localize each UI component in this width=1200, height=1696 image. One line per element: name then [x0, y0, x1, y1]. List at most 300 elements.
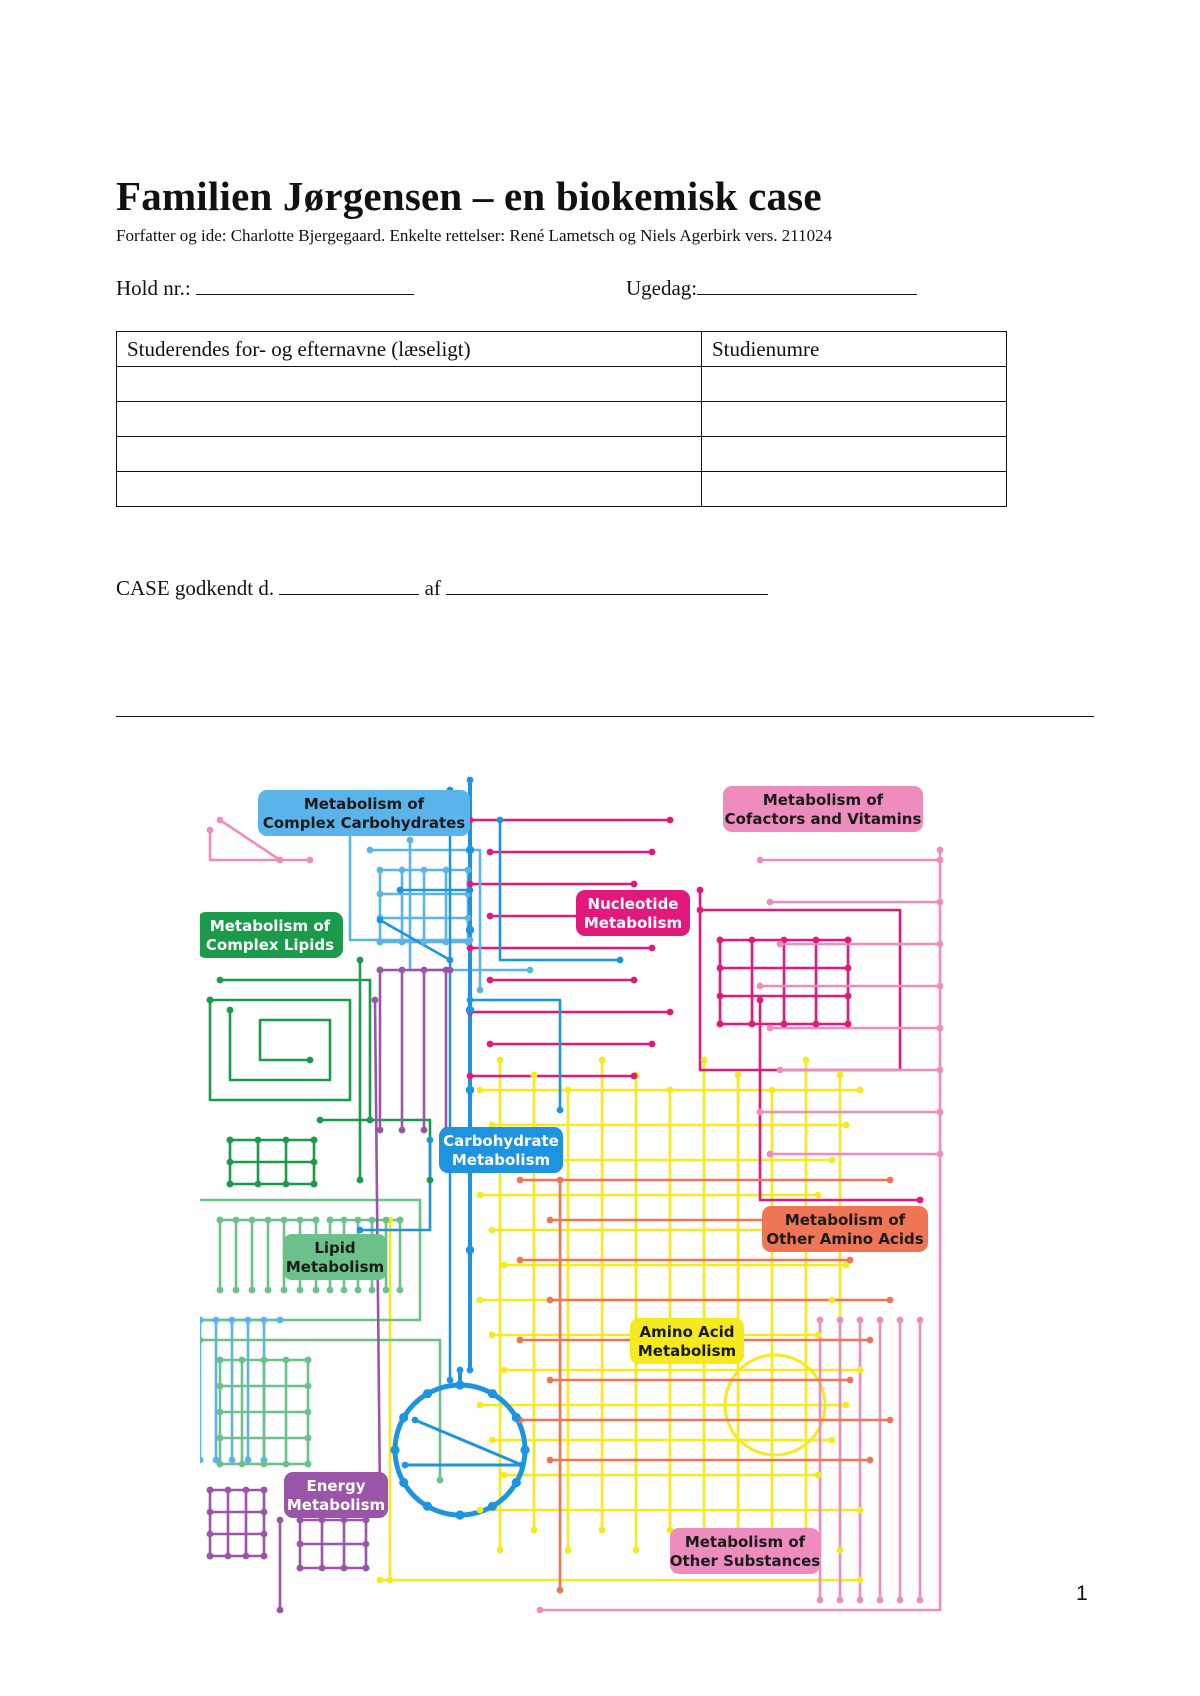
pathway-node	[817, 1597, 824, 1604]
pathway-node	[277, 1607, 284, 1614]
pathway-node	[557, 1177, 564, 1184]
label-other-substances	[670, 1528, 821, 1574]
pathway-node	[427, 1137, 434, 1144]
pathway-node	[307, 1057, 314, 1064]
label-carbohydrate-line2: Metabolism	[451, 1151, 551, 1169]
pathway-node	[399, 939, 406, 946]
document-subtitle: Forfatter og ide: Charlotte Bjergegaard. Enkelte rettelser: René Lametsch og Niels Agerbirk vers. 211024	[116, 226, 833, 245]
pathway-node	[261, 1487, 268, 1494]
pathway-node	[857, 1507, 864, 1514]
pathway-node	[377, 891, 384, 898]
pathway-node	[829, 1157, 836, 1164]
pathway-node	[937, 899, 944, 906]
pathway-node	[815, 1332, 822, 1339]
label-cofactors-vitamins-line1: Metabolism of	[762, 791, 884, 809]
pathway-node	[200, 1337, 203, 1344]
pathway-node	[213, 1317, 220, 1324]
table-header-row	[117, 332, 1007, 367]
pathway-node	[633, 1547, 640, 1554]
pathway-node	[815, 1472, 822, 1479]
pathway-node	[489, 1227, 496, 1234]
pathway-node	[697, 907, 704, 914]
pathway-node	[217, 1287, 224, 1294]
pathway-node	[467, 945, 474, 952]
pathway-node	[399, 867, 406, 874]
label-other-amino-acids-line2: Other Amino Acids	[766, 1230, 924, 1248]
pathway-node	[487, 849, 494, 856]
approval-by-line[interactable]	[446, 576, 768, 595]
pathway-node	[777, 1067, 784, 1074]
approval-label: CASE godkendt d.	[116, 576, 275, 600]
pathway-node	[749, 937, 756, 944]
pathway-node	[547, 1457, 554, 1464]
pathway-node	[466, 1006, 474, 1014]
pathway-node	[307, 857, 314, 864]
table-cell-name[interactable]	[117, 437, 702, 472]
pathway-node	[305, 1461, 312, 1468]
pathway-node	[357, 1177, 364, 1184]
pathway-node	[313, 1217, 320, 1224]
pathway-node	[363, 1565, 370, 1572]
pathway-node	[937, 1025, 944, 1032]
pathway-node	[217, 1461, 224, 1468]
pathway-node	[477, 1087, 484, 1094]
pathway-node	[887, 1177, 894, 1184]
pathway-node	[631, 1073, 638, 1080]
pathway-node	[877, 1597, 884, 1604]
pathway-node	[227, 1181, 234, 1188]
pathway-line	[230, 1010, 330, 1080]
pathway-node	[319, 1565, 326, 1572]
pathway-node	[421, 939, 428, 946]
pathway-node	[341, 1565, 348, 1572]
pathway-node	[447, 967, 454, 974]
pathway-node	[207, 1487, 214, 1494]
pathway-node	[281, 1217, 288, 1224]
pathway-node	[217, 1383, 224, 1390]
pathway-node	[489, 1332, 496, 1339]
table-cell-number[interactable]	[702, 402, 1007, 437]
pathway-node	[547, 1297, 554, 1304]
pathway-node	[843, 1122, 850, 1129]
pathway-node	[297, 1565, 304, 1572]
pathway-node	[531, 1527, 538, 1534]
pathway-node	[767, 1151, 774, 1158]
pathway-node	[297, 1217, 304, 1224]
pathway-node	[467, 887, 474, 894]
label-other-amino-acids	[762, 1206, 928, 1252]
pathway-node	[565, 1547, 572, 1554]
pathway-node	[887, 1417, 894, 1424]
pathway-node	[245, 1457, 252, 1464]
pathway-node	[261, 1531, 268, 1538]
pathway-node	[517, 1257, 524, 1264]
pathway-node	[421, 867, 428, 874]
pathway-node	[277, 857, 284, 864]
pathway-node	[557, 1587, 564, 1594]
pathway-node	[845, 993, 852, 1000]
hold-input-line[interactable]	[196, 276, 414, 295]
pathway-node	[769, 1087, 776, 1094]
pathway-node	[467, 997, 474, 1004]
pathway-node	[501, 1367, 508, 1374]
pathway-node	[437, 1477, 444, 1484]
label-amino-acid-line1: Amino Acid	[639, 1323, 735, 1341]
pathway-node	[447, 1377, 454, 1384]
pathway-node	[399, 967, 406, 974]
pathway-node	[225, 1553, 232, 1560]
label-nucleotide-line2: Metabolism	[583, 914, 683, 932]
pathway-node	[402, 1462, 409, 1469]
pathway-node	[283, 1137, 290, 1144]
pathway-node	[283, 1461, 290, 1468]
pathway-node	[749, 1021, 756, 1028]
pathway-node	[465, 867, 472, 874]
pathway-node	[649, 1041, 656, 1048]
pathway-node	[200, 1457, 203, 1464]
pathway-node	[617, 957, 624, 964]
pathway-node	[397, 887, 404, 894]
tca-cycle-ring	[395, 1385, 525, 1515]
pathway-node	[399, 1478, 408, 1487]
pathway-node	[407, 837, 414, 844]
label-amino-acid	[630, 1318, 744, 1364]
table-row	[117, 437, 1007, 472]
pathway-node	[200, 1317, 203, 1324]
pathway-node	[313, 1287, 320, 1294]
pathway-node	[501, 1262, 508, 1269]
pathway-node	[327, 1287, 334, 1294]
pathway-node	[261, 1509, 268, 1516]
pathway-node	[467, 1073, 474, 1080]
pathway-node	[757, 857, 764, 864]
pathway-node	[599, 1057, 606, 1064]
pathway-node	[717, 937, 724, 944]
pathway-node	[327, 1217, 334, 1224]
pathway-node	[537, 1607, 544, 1614]
pathway-node	[249, 1217, 256, 1224]
pathway-node	[803, 1057, 810, 1064]
label-energy	[284, 1472, 388, 1518]
pathway-node	[443, 867, 450, 874]
pathway-node	[487, 913, 494, 920]
label-carbohydrate-line1: Carbohydrate	[443, 1132, 559, 1150]
pathway-node	[297, 1541, 304, 1548]
pathway-node	[512, 1413, 521, 1422]
table-row	[117, 367, 1007, 402]
pathway-node	[829, 1297, 836, 1304]
pathway-node	[255, 1137, 262, 1144]
ugedag-field	[626, 276, 917, 301]
pathway-node	[239, 1461, 246, 1468]
pathway-node	[477, 1402, 484, 1409]
pathway-node	[497, 817, 504, 824]
label-other-amino-acids-line1: Metabolism of	[784, 1211, 906, 1229]
pathway-node	[813, 1021, 820, 1028]
pathway-node	[207, 1509, 214, 1516]
pathway-node	[367, 1117, 374, 1124]
pathway-node	[845, 937, 852, 944]
pathway-node	[399, 1127, 406, 1134]
pathway-node	[369, 1217, 376, 1224]
pathway-node	[261, 1317, 268, 1324]
pathway-node	[467, 881, 474, 888]
pathway-node	[421, 967, 428, 974]
pathway-node	[421, 1127, 428, 1134]
label-complex-lipids-line2: Complex Lipids	[205, 936, 335, 954]
pathway-node	[599, 1527, 606, 1534]
pathway-node	[207, 1553, 214, 1560]
pathway-node	[217, 977, 224, 984]
label-nucleotide-line1: Nucleotide	[587, 895, 679, 913]
pathway-node	[867, 1457, 874, 1464]
label-complex-carbohydrates-line1: Metabolism of	[303, 795, 425, 813]
pathway-node	[217, 1409, 224, 1416]
pathway-node	[477, 1297, 484, 1304]
pathway-node	[390, 1445, 399, 1454]
pathway-node	[355, 1217, 362, 1224]
label-energy-line2: Metabolism	[286, 1496, 386, 1514]
pathway-node	[243, 1487, 250, 1494]
pathway-node	[229, 1317, 236, 1324]
pathway-node	[277, 1517, 284, 1524]
label-complex-lipids	[200, 912, 343, 958]
ugedag-label: Ugedag:	[626, 276, 698, 300]
pathway-node	[489, 1437, 496, 1444]
label-complex-carbohydrates-line2: Complex Carbohydrates	[262, 814, 466, 832]
pathway-node	[667, 817, 674, 824]
pathway-node	[397, 1287, 404, 1294]
pathway-node	[372, 997, 379, 1004]
label-amino-acid-line2: Metabolism	[637, 1342, 737, 1360]
pathway-node	[357, 957, 364, 964]
pathway-node	[377, 917, 384, 924]
pathway-node	[897, 1317, 904, 1324]
pathway-node	[937, 1067, 944, 1074]
pathway-node	[311, 1159, 318, 1166]
hold-field	[116, 276, 414, 301]
pathway-node	[547, 1377, 554, 1384]
pathway-node	[757, 1109, 764, 1116]
table-cell-name[interactable]	[117, 402, 702, 437]
table-cell-name[interactable]	[117, 472, 702, 507]
label-cofactors-vitamins	[723, 786, 923, 832]
pathway-node	[423, 1502, 432, 1511]
pathway-node	[531, 1072, 538, 1079]
pathway-node	[277, 1317, 284, 1324]
pathway-node	[767, 899, 774, 906]
pathway-node	[341, 1217, 348, 1224]
pathway-node	[917, 1197, 924, 1204]
pathway-node	[735, 1072, 742, 1079]
pathway-node	[229, 1457, 236, 1464]
label-lipid-line2: Metabolism	[285, 1258, 385, 1276]
label-lipid	[283, 1234, 387, 1280]
pathway-node	[867, 1337, 874, 1344]
approval-date-line[interactable]	[279, 576, 419, 595]
pathway-node	[369, 1287, 376, 1294]
pathway-node	[837, 1072, 844, 1079]
pathway-node	[261, 1357, 268, 1364]
pathway-node	[265, 1287, 272, 1294]
pathway-node	[341, 1287, 348, 1294]
pathway-node	[757, 983, 764, 990]
pathway-node	[667, 1009, 674, 1016]
pathway-node	[207, 1531, 214, 1538]
metabolic-pathway-map	[200, 760, 960, 1620]
pathway-node	[777, 941, 784, 948]
pathway-node	[917, 1597, 924, 1604]
pathway-node	[520, 1445, 529, 1454]
pathway-node	[255, 1181, 262, 1188]
table-row	[117, 402, 1007, 437]
pathway-node	[467, 777, 474, 784]
pathway-node	[305, 1409, 312, 1416]
pathway-node	[383, 1287, 390, 1294]
pathway-line	[700, 890, 900, 1070]
pathway-node	[829, 1437, 836, 1444]
pathway-node	[217, 1435, 224, 1442]
pathway-node	[857, 1577, 864, 1584]
pathway-node	[363, 1541, 370, 1548]
label-complex-carbohydrates	[258, 790, 470, 836]
pathway-line	[470, 1000, 560, 1110]
pathway-node	[207, 997, 214, 1004]
pathway-node	[412, 1417, 419, 1424]
pathway-node	[837, 1317, 844, 1324]
approval-field	[116, 576, 768, 601]
pathway-node	[717, 965, 724, 972]
pathway-node	[455, 1380, 464, 1389]
label-lipid-line1: Lipid	[314, 1239, 356, 1257]
pathway-node	[857, 1087, 864, 1094]
pathway-node	[517, 1337, 524, 1344]
pathway-node	[813, 937, 820, 944]
pathway-node	[249, 1287, 256, 1294]
pathway-node	[497, 1057, 504, 1064]
pathway-node	[477, 1192, 484, 1199]
pathway-node	[377, 867, 384, 874]
pathway-node	[377, 939, 384, 946]
pathway-node	[649, 849, 656, 856]
pathway-node	[443, 939, 450, 946]
pathway-node	[477, 1507, 484, 1514]
ugedag-input-line[interactable]	[697, 276, 917, 295]
pathway-node	[311, 1181, 318, 1188]
page-number: 1	[1076, 1582, 1088, 1605]
horizontal-rule	[116, 716, 1094, 717]
pathway-node	[467, 1367, 474, 1374]
pathway-node	[217, 817, 224, 824]
table-header-number: Studienumre	[702, 332, 1007, 367]
pathway-node	[488, 1389, 497, 1398]
pathway-node	[217, 1357, 224, 1364]
pathway-node	[233, 1217, 240, 1224]
pathway-node	[847, 1377, 854, 1384]
pathway-node	[781, 1021, 788, 1028]
pathway-node	[917, 1317, 924, 1324]
pathway-node	[423, 1389, 432, 1398]
pathway-node	[225, 1487, 232, 1494]
pathway-node	[837, 1597, 844, 1604]
pathway-node	[487, 977, 494, 984]
pathway-node	[357, 1227, 364, 1234]
pathway-node	[857, 1597, 864, 1604]
pathway-node	[465, 915, 472, 922]
pathway-node	[847, 1257, 854, 1264]
pathway-node	[281, 1287, 288, 1294]
table-cell-number[interactable]	[702, 472, 1007, 507]
pathway-node	[717, 1021, 724, 1028]
table-cell-number[interactable]	[702, 437, 1007, 472]
pathway-node	[261, 1553, 268, 1560]
student-table	[116, 331, 1007, 507]
pathway-node	[512, 1478, 521, 1487]
pathway-node	[845, 1021, 852, 1028]
pathway-node	[837, 1547, 844, 1554]
pathway-node	[387, 1577, 394, 1584]
pathway-node	[317, 1117, 324, 1124]
pathway-node	[517, 1177, 524, 1184]
label-cofactors-vitamins-line2: Cofactors and Vitamins	[724, 810, 922, 828]
pathway-node	[465, 939, 472, 946]
pathway-node	[311, 1137, 318, 1144]
pathway-node	[217, 1217, 224, 1224]
pathway-node	[243, 1553, 250, 1560]
pathway-node	[937, 941, 944, 948]
pathway-node	[477, 987, 484, 994]
label-energy-line1: Energy	[306, 1477, 366, 1495]
pathway-node	[207, 827, 214, 834]
pathway-node	[547, 1217, 554, 1224]
pathway-node	[857, 1317, 864, 1324]
pathway-node	[937, 983, 944, 990]
pathway-node	[245, 1317, 252, 1324]
pathway-node	[937, 1109, 944, 1116]
hold-label: Hold nr.:	[116, 276, 191, 300]
pathway-node	[519, 1462, 526, 1469]
pathway-node	[857, 1367, 864, 1374]
pathway-node	[937, 847, 944, 854]
pathway-node	[843, 1402, 850, 1409]
pathway-node	[466, 846, 474, 854]
pathway-node	[377, 967, 384, 974]
pathway-node	[377, 1127, 384, 1134]
pathway-node	[527, 967, 534, 974]
pathway-node	[261, 1461, 268, 1468]
pathway-node	[455, 1510, 464, 1519]
table-cell-name[interactable]	[117, 367, 702, 402]
pathway-node	[283, 1357, 290, 1364]
pathway-node	[897, 1597, 904, 1604]
pathway-node	[447, 957, 454, 964]
pathway-node	[717, 993, 724, 1000]
label-other-substances-line2: Other Substances	[669, 1552, 821, 1570]
pathway-node	[399, 1413, 408, 1422]
table-cell-number[interactable]	[702, 367, 1007, 402]
pathway-node	[937, 857, 944, 864]
pathway-node	[355, 1287, 362, 1294]
pathway-node	[565, 1087, 572, 1094]
label-complex-lipids-line1: Metabolism of	[209, 917, 331, 935]
label-carbohydrate	[439, 1127, 563, 1173]
pathway-node	[877, 1317, 884, 1324]
pathway-node	[383, 1217, 390, 1224]
pathway-node	[305, 1383, 312, 1390]
pathway-node	[227, 1137, 234, 1144]
pathway-node	[501, 1472, 508, 1479]
pathway-node	[305, 1435, 312, 1442]
